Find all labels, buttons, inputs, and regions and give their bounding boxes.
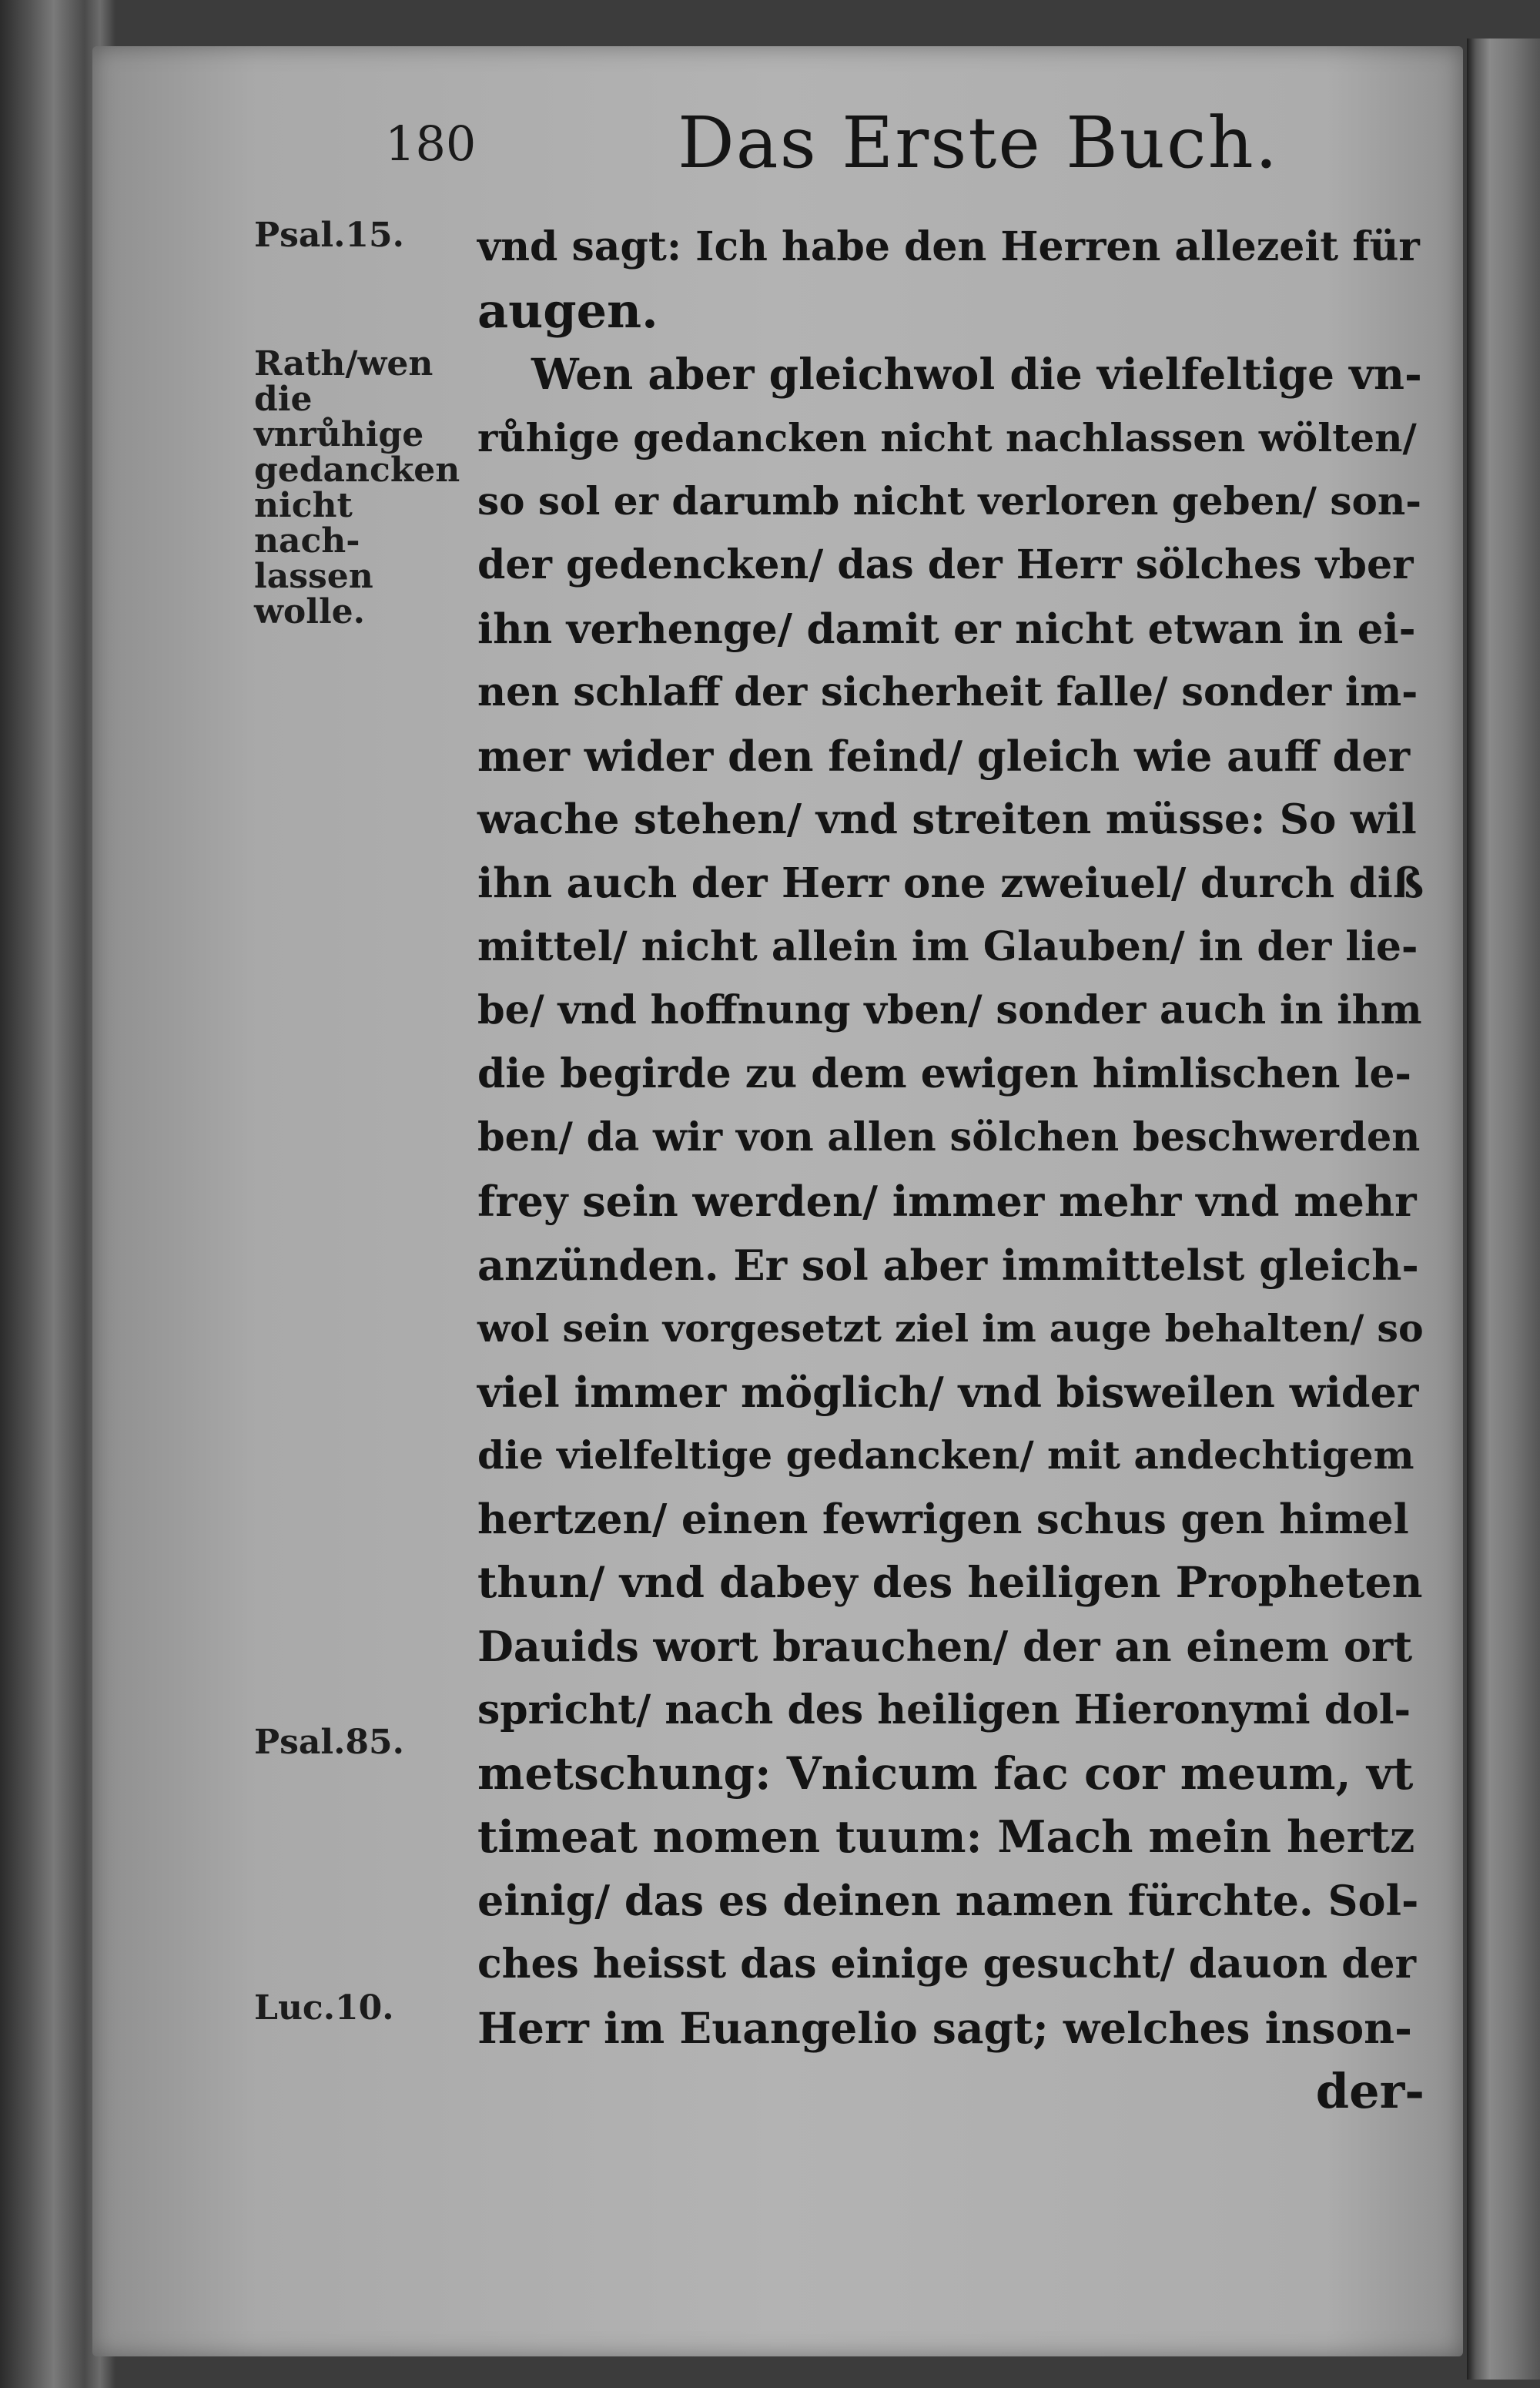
- next-page-edge: [1467, 39, 1540, 2380]
- text-line: einig/ das es deinen namen fürchte. Sol-: [477, 1876, 1419, 1926]
- margin-note: Psal.85.: [254, 1723, 404, 1762]
- text-line: der gedencken/ das der Herr sölches vber: [477, 541, 1414, 588]
- text-line: vnd sagt: Ich habe den Herren allezeit für: [477, 223, 1420, 270]
- text-line: nen schlaff der sicherheit falle/ sonder im-: [477, 669, 1418, 716]
- text-line: ben/ da wir von allen sölchen beschwerden: [477, 1114, 1421, 1161]
- text-line: Dauids wort brauchen/ der an einem ort: [477, 1622, 1413, 1672]
- text-line: be/ vnd hoffnung vben/ sonder auch in ihm: [477, 987, 1422, 1034]
- text-line: viel immer möglich/ vnd bisweilen wider: [477, 1367, 1419, 1417]
- text-line: so sol er darumb nicht verloren geben/ son-: [477, 478, 1421, 524]
- text-line: wol sein vorgesetzt ziel im auge behalten/ so: [477, 1306, 1424, 1351]
- text-line: die begirde zu dem ewigen himlischen le-: [477, 1050, 1412, 1097]
- text-line: frey sein werden/ immer mehr vnd mehr: [477, 1176, 1417, 1226]
- text-line: hertzen/ einen fewrigen schus gen himel: [477, 1495, 1409, 1543]
- body-text: [477, 216, 1424, 2124]
- text-line: timeat nomen tuum: Mach mein hertz: [477, 1810, 1415, 1863]
- margin-note: Luc.10.: [254, 1988, 394, 2028]
- text-line: anzünden. Er sol aber immittelst gleich-: [477, 1240, 1419, 1290]
- text-line: mittel/ nicht allein im Glauben/ in der lie-: [477, 923, 1418, 970]
- text-line: ihn verhenge/ damit er nicht etwan in ei-: [477, 605, 1416, 653]
- text-line: ches heisst das einige gesucht/ dauon der: [477, 1941, 1417, 1988]
- text-line: ihn auch der Herr one zweiuel/ durch diß: [477, 859, 1424, 907]
- running-title: Das Erste Buch.: [678, 102, 1279, 184]
- margin-note: Psal.15.: [254, 216, 404, 255]
- text-line: augen.: [477, 282, 658, 339]
- text-line: spricht/ nach des heiligen Hieronymi dol-: [477, 1686, 1411, 1733]
- text-line: die vielfeltige gedancken/ mit andechtigem: [477, 1432, 1414, 1479]
- text-line: thun/ vnd dabey des heiligen Propheten: [477, 1557, 1423, 1608]
- text-line: metschung: Vnicum fac cor meum, vt: [477, 1747, 1414, 1800]
- text-line: mer wider den feind/ gleich wie auff der: [477, 731, 1411, 781]
- text-line: růhige gedancken nicht nachlassen wölten/: [477, 414, 1417, 461]
- text-line: Wen aber gleichwol die vielfeltige vn-: [531, 349, 1422, 400]
- catchword: der-: [1315, 2063, 1424, 2120]
- margin-note: Rath/wen die vnrůhige gedancken nicht nach-lassen wolle.: [254, 344, 460, 631]
- text-line: wache stehen/ vnd streiten müsse: So wil: [477, 795, 1417, 844]
- text-line: Herr im Euangelio sagt; welches inson-: [477, 2002, 1412, 2053]
- page-number: 180: [385, 116, 477, 172]
